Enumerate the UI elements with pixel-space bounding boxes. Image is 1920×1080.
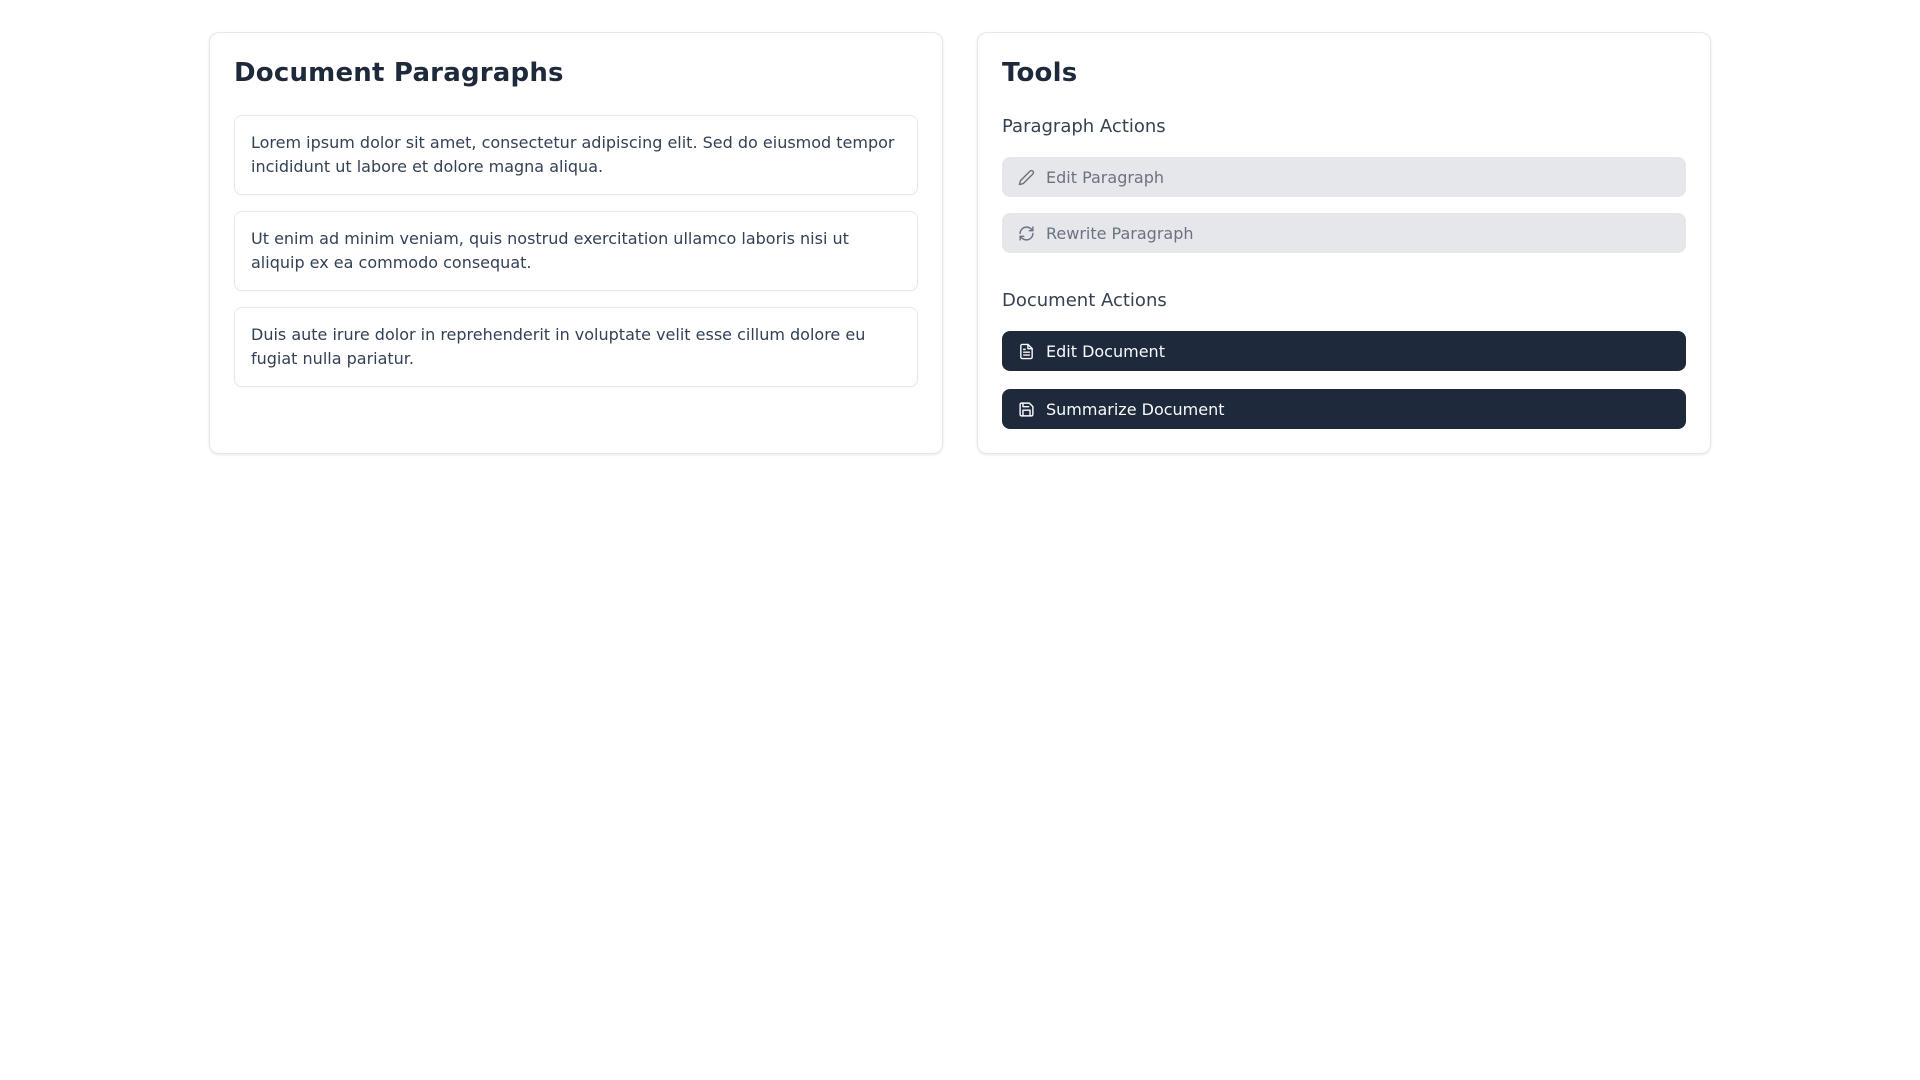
summarize-document-label: Summarize Document [1046, 399, 1225, 419]
paragraph-text: Ut enim ad minim veniam, quis nostrud exercitation ullamco laboris nisi ut aliquip ex ea commodo consequat. [251, 229, 849, 272]
tools-panel [977, 32, 1711, 454]
rewrite-paragraph-label: Rewrite Paragraph [1046, 223, 1194, 243]
paragraph-card-3[interactable] [234, 307, 918, 387]
refresh-icon [1018, 225, 1035, 242]
paragraph-actions-heading: Paragraph Actions [1002, 116, 1166, 137]
save-icon [1018, 401, 1035, 418]
tools-title: Tools [1002, 58, 1078, 88]
edit-paragraph-button[interactable] [1002, 157, 1686, 197]
pencil-icon [1018, 169, 1035, 186]
document-actions-section [1002, 289, 1686, 429]
rewrite-paragraph-button[interactable] [1002, 213, 1686, 253]
summarize-document-button[interactable] [1002, 389, 1686, 429]
paragraph-card-1[interactable] [234, 115, 918, 195]
document-paragraphs-panel [209, 32, 943, 454]
paragraph-actions-section [1002, 115, 1686, 253]
document-paragraphs-title: Document Paragraphs [234, 58, 564, 88]
paragraph-text: Lorem ipsum dolor sit amet, consectetur adipiscing elit. Sed do eiusmod tempor incididunt ut labore et dolore magna aliqua. [251, 133, 895, 176]
paragraph-card-2[interactable] [234, 211, 918, 291]
edit-document-label: Edit Document [1046, 341, 1165, 361]
edit-document-button[interactable] [1002, 331, 1686, 371]
document-actions-heading: Document Actions [1002, 290, 1167, 311]
file-text-icon [1018, 343, 1035, 360]
main-container [209, 0, 1711, 454]
paragraph-text: Duis aute irure dolor in reprehenderit in voluptate velit esse cillum dolore eu fugiat nulla pariatur. [251, 325, 866, 368]
edit-paragraph-label: Edit Paragraph [1046, 167, 1165, 187]
